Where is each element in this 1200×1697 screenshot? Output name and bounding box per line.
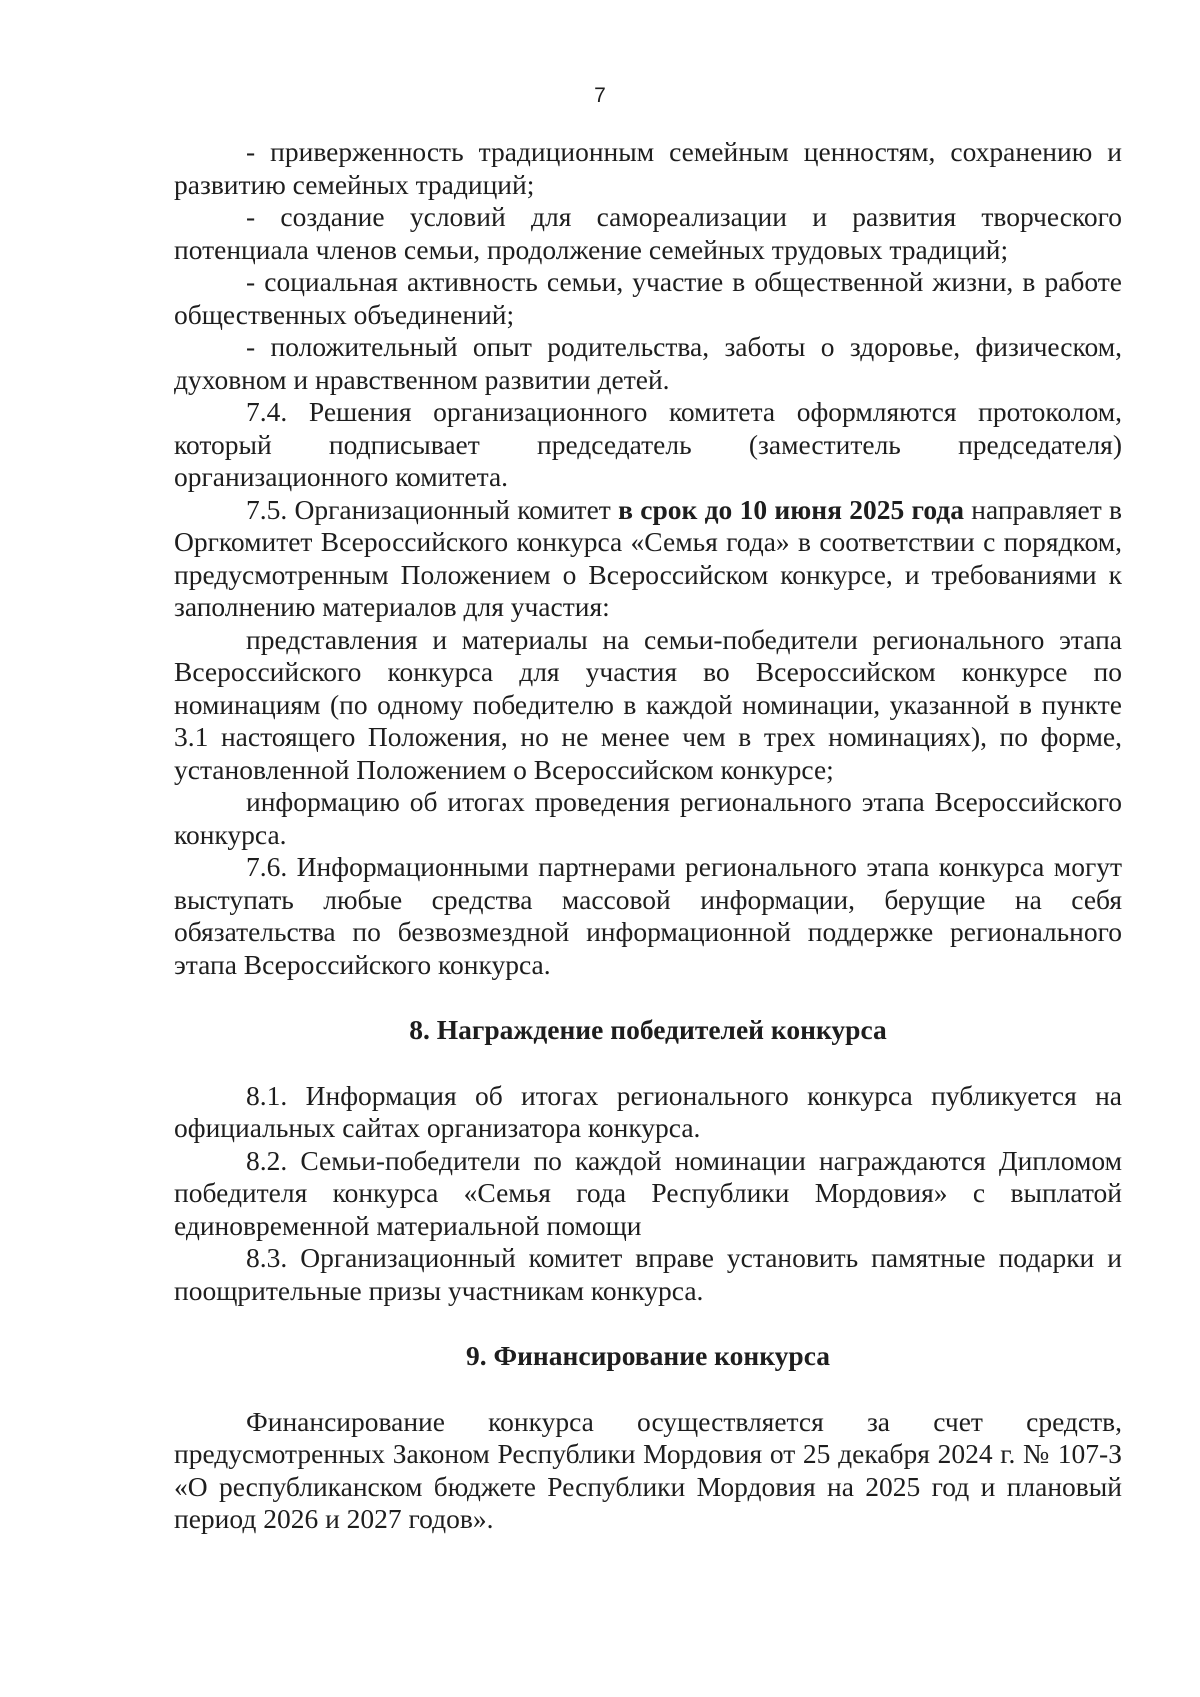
deadline-text: в срок до 10 июня 2025 года [618, 493, 964, 525]
list-item: - приверженность традиционным семейным ценностям, сохранению и развитию семейных традиций; [174, 136, 1122, 200]
paragraph-8-1: 8.1. Информация об итогах регионального конкурса публикуется на официальных сайтах организатора конкурса. [174, 1079, 1122, 1143]
paragraph-7-4: 7.4. Решения организационного комитета оформляются протоколом, который подписывает председатель (заместитель председателя) организационного комитета. [174, 396, 1122, 492]
paragraph-7-5-item-info: информацию об итогах проведения регионального этапа Всероссийского конкурса. [174, 786, 1122, 850]
section-9-heading: 9. Финансирование конкурса [465, 1340, 831, 1371]
paragraph-7-6: 7.6. Информационными партнерами регионального этапа конкурса могут выступать любые средства массовой информации, берущие на себя обязательства по безвозмездной информационной поддержке регионального этапа Всероссийского конкурса. [174, 851, 1122, 980]
section-8-heading: 8. Награждение победителей конкурса [409, 1014, 887, 1045]
list-item: - социальная активность семьи, участие в общественной жизни, в работе общественных объединений; [174, 266, 1122, 330]
paragraph-7-5-item-materials: представления и материалы на семьи-победители регионального этапа Всероссийского конкурса для участия во Всероссийском конкурсе по номинациям (по одному победителю в каждой номинации, указанной в пункте 3.1 настоящего Положения, но не менее чем в трех номинациях), по форме, установленной Положением о Всероссийском конкурсе; [174, 623, 1122, 785]
page-number: 7 [594, 84, 606, 107]
list-item: - положительный опыт родительства, заботы о здоровье, физическом, духовном и нравственном развитии детей. [174, 331, 1122, 395]
paragraph-8-2: 8.2. Семьи-победители по каждой номинации награждаются Дипломом победителя конкурса «Семья года Республики Мордовия» с выплатой единовременной материальной помощи [174, 1144, 1122, 1241]
list-item: - создание условий для самореализации и развития творческого потенциала членов семьи, продолжение семейных трудовых традиций; [174, 201, 1122, 265]
paragraph-8-3: 8.3. Организационный комитет вправе установить памятные подарки и поощрительные призы участникам конкурса. [174, 1242, 1122, 1306]
paragraph-7-5-start: 7.5. Организационный комитет [246, 493, 619, 525]
paragraph-7-5-end: направляет в Оргкомитет Всероссийского конкурса «Семья года» в соответствии с порядком, предусмотренным Положением о Всероссийском конкурсе, и требованиями к заполнению материалов для участия: [174, 493, 1122, 622]
paragraph-9: Финансирование конкурса осуществляется за счет средств, предусмотренных Законом Республики Мордовия от 25 декабря 2024 г. № 107-З «О республиканском бюджете Республики Мордовия на 2025 год и плановый период 2026 и 2027 годов». [174, 1405, 1122, 1534]
document-body [174, 136, 1122, 1536]
paragraph-7-5 [174, 494, 1122, 624]
